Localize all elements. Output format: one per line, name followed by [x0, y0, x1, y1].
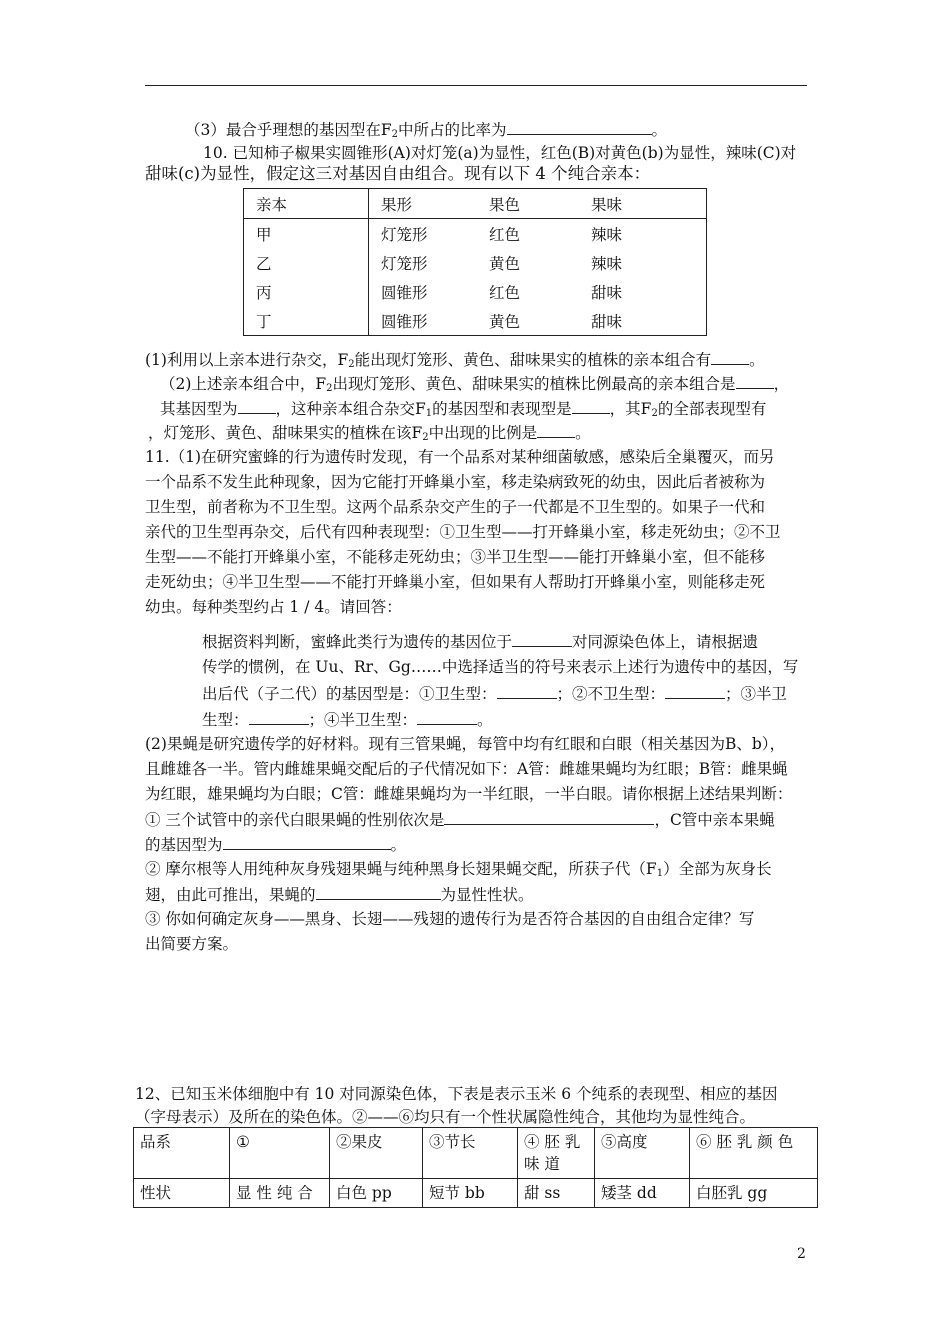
- table-cell: 灯笼形: [381, 254, 428, 273]
- punct: 。: [477, 711, 493, 729]
- text: 出后代（子二代）的基因型是：①卫生型：: [202, 685, 497, 703]
- q11-paragraph-line: 亲代的卫生型再杂交，后代有四种表现型：①卫生型——打开蜂巢小室，移走死幼虫；②不卫: [145, 523, 781, 541]
- answer-blank[interactable]: [507, 118, 652, 135]
- text: 中出现的比例是: [428, 424, 538, 442]
- answer-blank[interactable]: [711, 348, 749, 365]
- text: ；②不卫生型：: [556, 685, 666, 703]
- table-cell: 圆锥形: [381, 312, 428, 331]
- punct: ，: [773, 375, 790, 393]
- table-row: [134, 1128, 818, 1179]
- text: (1)利用以上亲本进行杂交，F: [145, 351, 349, 369]
- table-cell: 灯笼形: [381, 225, 428, 244]
- answer-blank[interactable]: [238, 397, 276, 414]
- q10-line-1: 10. 已知柿子椒果实圆锥形(A)对灯笼(a)为显性，红色(B)对黄色(b)为显性，辣味(C)对: [203, 144, 797, 162]
- table-cell: ④ 胚 乳 味 道: [518, 1128, 595, 1179]
- q11-paragraph-line: 卫生型，前者称为不卫生型。这两个品系杂交产生的子一代都是不卫生型的。如果子一代和: [145, 498, 766, 516]
- table-cell: 丁: [244, 306, 369, 336]
- q11-paragraph-line: 一个品系不发生此种现象，因为它能打开蜂巢小室，移走染病致死的幼虫，因此后者被称为: [145, 473, 766, 491]
- subscript: 2: [651, 408, 658, 419]
- q11-c2-line-1: [145, 858, 772, 880]
- table-cell: 甲: [244, 219, 369, 249]
- text: ，这种亲本组合杂交F: [275, 400, 426, 418]
- text: ）全部为灰身长: [663, 860, 772, 878]
- punct: 。: [651, 121, 668, 139]
- maize-table: [133, 1127, 818, 1208]
- q9-part3-text-2: 中所占的比率为: [398, 121, 507, 139]
- table-row: [244, 219, 707, 249]
- subscript: 1: [656, 868, 664, 879]
- q11-paragraph-line: 幼虫。每种类型约占 1 / 4。请回答：: [145, 598, 402, 616]
- table-cell: 辣味: [591, 254, 623, 273]
- subscript: 2: [422, 432, 429, 443]
- subscript: 2: [326, 383, 333, 394]
- answer-blank[interactable]: [316, 883, 441, 900]
- table-cell: 红色: [489, 225, 521, 244]
- table-row: [134, 1179, 818, 1208]
- table-cell: ⑥ 胚 乳 颜 色: [690, 1128, 818, 1179]
- text: 的全部表现型有: [657, 400, 767, 418]
- text: 根据资料判断，蜜蜂此类行为遗传的基因位于: [202, 633, 513, 651]
- text: 其基因型为: [160, 400, 238, 418]
- q10-part2-line-2: [160, 397, 766, 420]
- q11-c3-line-1: ③ 你如何确定灰身——黑身、长翅——残翅的遗传行为是否符合基因的自由组合定律？写: [145, 910, 755, 928]
- punct: 。: [749, 351, 765, 369]
- answer-blank[interactable]: [537, 421, 575, 438]
- table-row: [244, 306, 707, 336]
- answer-blank[interactable]: [444, 808, 654, 825]
- table-cell: 红色: [489, 283, 521, 302]
- table-cell: 黄色: [489, 312, 521, 331]
- q11-c1-line-1: [145, 808, 775, 831]
- table-cell: ②果皮: [330, 1128, 423, 1179]
- table-header-cell: 果味: [579, 189, 707, 219]
- q11-paragraph-line: 走死幼虫；④半卫生型——不能打开蜂巢小室，但如果有人帮助打开蜂巢小室，则能移走死: [145, 573, 766, 591]
- table-cell: 甜味: [591, 312, 623, 331]
- table-cell: 品系: [134, 1128, 230, 1179]
- answer-blank[interactable]: [249, 708, 309, 725]
- q11-part2-line: 且雌雄各一半。管内雌雄果蝇交配后的子代情况如下：A管：雌雄果蝇均为红眼；B管：雌果蝇: [145, 760, 788, 778]
- q9-part3: [185, 118, 667, 141]
- table-cell: 短节 bb: [423, 1179, 518, 1208]
- table-cell: ⑤高度: [595, 1128, 690, 1179]
- table-cell: 性状: [134, 1179, 230, 1208]
- q10-part1: [145, 348, 765, 371]
- text: ，C管中亲本果蝇: [654, 811, 775, 829]
- table-cell: 显 性 纯 合: [230, 1179, 330, 1208]
- table-cell: ③节长: [423, 1128, 518, 1179]
- table-cell: 丙: [244, 277, 369, 306]
- text: ① 三个试管中的亲代白眼果蝇的性别依次是: [145, 811, 445, 829]
- text: 能出现灯笼形、黄色、甜味果实的植株的亲本组合有: [354, 351, 712, 369]
- table-cell: 白色 pp: [330, 1179, 423, 1208]
- q11-c3-line-2: 出简要方案。: [145, 935, 239, 953]
- q11-part2-line: 为红眼，雄果蝇均为白眼；C管：雌雄果蝇均为一半红眼，一半白眼。请你根据上述结果判断：: [145, 785, 793, 803]
- text: 的基因型和表现型是: [432, 400, 572, 418]
- page-number: 2: [797, 1246, 806, 1262]
- table-header-row: [244, 189, 707, 219]
- q10-line-2: 甜味(c)为显性，假定这三对基因自由组合。现有以下 4 个纯合亲本：: [145, 164, 651, 183]
- text: 的基因型为: [145, 836, 223, 854]
- table-row: [244, 248, 707, 277]
- text: ，其F: [609, 400, 652, 418]
- q11-question-line-1: [202, 630, 758, 653]
- answer-blank[interactable]: [417, 708, 477, 725]
- q11-question-line-2: 传学的惯例，在 Uu、Rr、Gg……中选择适当的符号来表示上述行为遗传中的基因，写: [202, 658, 799, 676]
- text: 生型：: [202, 711, 249, 729]
- header-rule: [145, 85, 807, 86]
- subscript: 1: [425, 408, 433, 419]
- answer-blank[interactable]: [665, 682, 725, 699]
- q11-paragraph-line: 11.（1)在研究蜜蜂的行为遗传时发现，有一个品系对某种细菌敏感，感染后全巢覆灭，而另: [145, 448, 775, 466]
- q11-part2-line: (2)果蝇是研究遗传学的好材料。现有三管果蝇，每管中均有红眼和白眼（相关基因为B、b），: [145, 735, 786, 753]
- table-header-cell: 果色: [477, 189, 579, 219]
- text: 出现灯笼形、黄色、甜味果实的植株比例最高的亲本组合是: [332, 375, 736, 393]
- table-header-cell: 果形: [369, 189, 478, 219]
- q11-question-line-3: [202, 682, 787, 705]
- q11-paragraph-line: 生型——不能打开蜂巢小室，不能移走死幼虫；③半卫生型——能打开蜂巢小室，但不能移: [145, 548, 766, 566]
- subscript: 2: [348, 359, 355, 370]
- subscript: 2: [391, 129, 398, 140]
- table-cell: 黄色: [489, 254, 521, 273]
- text: ② 摩尔根等人用纯种灰身残翅果蝇与纯种黑身长翅果蝇交配，所获子代（F: [145, 860, 657, 878]
- text: 为显性性状。: [440, 886, 534, 904]
- table-cell: 矮茎 dd: [595, 1179, 690, 1208]
- table-header-cell: 亲本: [244, 189, 369, 219]
- q10-part2-line-1: [160, 372, 789, 395]
- text: ，灯笼形、黄色、甜味果实的植株在该F: [148, 424, 423, 442]
- q11-question-line-4: [202, 708, 493, 731]
- table-cell: 辣味: [591, 225, 623, 244]
- answer-blank[interactable]: [223, 833, 391, 850]
- answer-blank[interactable]: [512, 630, 572, 647]
- q11-c1-line-2: [145, 833, 406, 856]
- q9-part3-text: （3）最合乎理想的基因型在F: [185, 121, 392, 139]
- answer-blank[interactable]: [736, 372, 774, 389]
- text: （2)上述亲本组合中，F: [160, 375, 327, 393]
- q11-c2-line-2: [145, 883, 534, 906]
- parent-table: [243, 188, 707, 336]
- text: ；③半卫: [725, 685, 788, 703]
- text: 翅，由此可推出，果蝇的: [145, 886, 316, 904]
- q10-part2-line-3: [148, 421, 591, 444]
- table-cell: 圆锥形: [381, 283, 428, 302]
- text: 对同源染色体上，请根据遗: [572, 633, 759, 651]
- text: ；④半卫生型：: [308, 711, 418, 729]
- table-cell: 甜味: [591, 283, 623, 302]
- answer-blank[interactable]: [572, 397, 610, 414]
- punct: 。: [390, 836, 407, 854]
- q12-line-2: （字母表示）及所在的染色体。②——⑥均只有一个性状属隐性纯合，其他均为显性纯合。: [135, 1108, 756, 1126]
- punct: 。: [575, 424, 591, 442]
- table-cell: 白胚乳 gg: [690, 1179, 818, 1208]
- answer-blank[interactable]: [497, 682, 557, 699]
- table-cell: 甜 ss: [518, 1179, 595, 1208]
- table-cell: ①: [230, 1128, 330, 1179]
- q12-line-1: 12、已知玉米体细胞中有 10 对同源染色体，下表是表示玉米 6 个纯系的表现型、相应的基因: [135, 1085, 778, 1103]
- table-cell: 乙: [244, 248, 369, 277]
- table-row: [244, 277, 707, 306]
